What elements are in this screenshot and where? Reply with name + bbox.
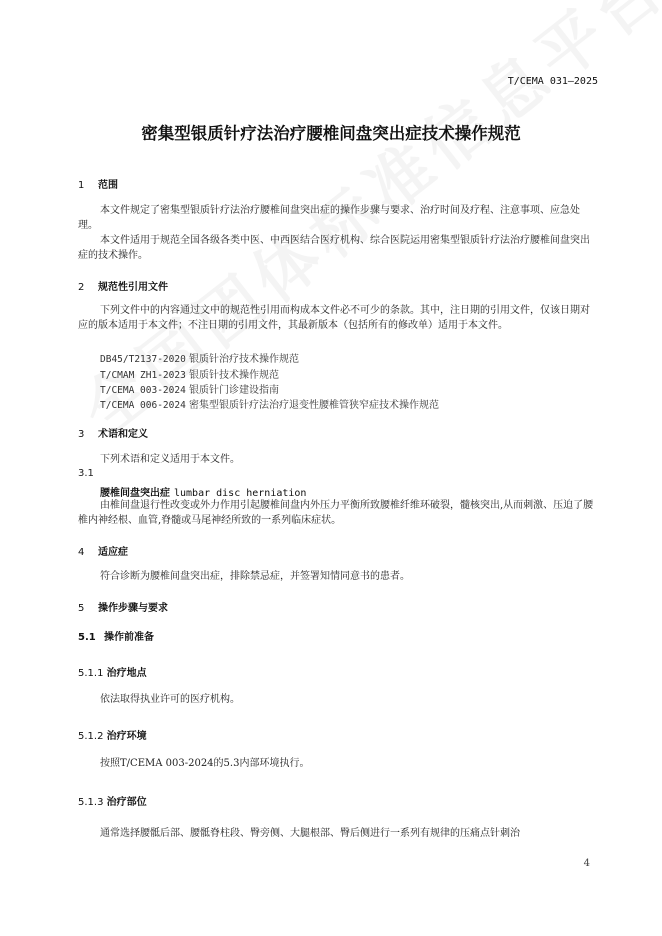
term-number: 3.1 [78, 468, 94, 479]
reference-item [100, 366, 279, 381]
reference-name: 银质针门诊建设指南 [188, 385, 279, 396]
section-title: 操作步骤与要求 [98, 603, 168, 614]
paragraph: 符合诊断为腰椎间盘突出症，排除禁忌症，并签署知情同意书的患者。 [100, 571, 410, 582]
subsection-heading-5-1-3 [78, 793, 147, 808]
reference-item [100, 396, 439, 411]
paragraph: 按照T/CEMA 003-2024的5.3内部环境执行。 [100, 758, 310, 769]
section-title: 适应症 [98, 547, 128, 558]
section-title: 规范性引用文件 [98, 282, 168, 293]
section-number: 4 [78, 547, 85, 558]
term-en: lumbar disc herniation [174, 488, 307, 499]
page-number: 4 [583, 858, 590, 869]
section-number: 5.1.1 [78, 668, 104, 679]
subsection-heading-5-1-1 [78, 664, 147, 679]
section-number: 2 [78, 282, 85, 293]
reference-code: T/CEMA 006-2024 [100, 400, 186, 411]
reference-name: 银质针治疗技术操作规范 [188, 354, 299, 365]
reference-item [100, 381, 279, 396]
reference-item [100, 350, 299, 365]
section-heading-5 [78, 599, 168, 614]
section-number: 5.1.3 [78, 797, 104, 808]
section-heading-4 [78, 543, 128, 558]
section-number: 5 [78, 603, 85, 614]
page-title: 密集型银质针疗法治疗腰椎间盘突出症技术操作规范 [141, 124, 521, 143]
reference-name: 密集型银质针疗法治疗退变性腰椎管狭窄症技术操作规范 [188, 400, 439, 411]
section-number: 1 [78, 180, 85, 191]
paragraph: 本文件适用于规范全国各级各类中医、中西医结合医疗机构、综合医院运用密集型银质针疗法治疗腰椎间盘突出症的技术操作。 [78, 235, 590, 261]
section-number: 3 [78, 429, 85, 440]
section-heading-1 [78, 176, 118, 191]
section-heading-2 [78, 278, 168, 293]
section-title: 治疗环境 [106, 731, 147, 742]
paragraph: 下列术语和定义适用于本文件。 [100, 454, 240, 465]
reference-code: T/CEMA 003-2024 [100, 385, 186, 396]
document-code: T/CEMA 031—2025 [507, 76, 598, 87]
paragraph: 下列文件中的内容通过文中的规范性引用而构成本文件必不可少的条款。其中，注日期的引用文件，仅该日期对应的版本适用于本文件；不注日期的引用文件，其最新版本（包括所有的修改单）适用于本文件。 [78, 305, 590, 331]
term-cn: 腰椎间盘突出症 [100, 488, 170, 499]
section-title: 术语和定义 [98, 429, 148, 440]
subsection-heading-5-1-2 [78, 727, 147, 742]
reference-name: 银质针技术操作规范 [188, 370, 279, 381]
paragraph: 通常选择腰骶后部、腰骶脊柱段、臀旁侧、大腿根部、臀后侧进行一系列有规律的压痛点针刺治 [100, 828, 520, 839]
section-title: 治疗地点 [106, 668, 147, 679]
term-definition: 由椎间盘退行性改变或外力作用引起腰椎间盘内外压力平衡所致腰椎纤维环破裂，髓核突出,从而刺激、压迫了腰椎内神经根、血管,脊髓或马尾神经所致的一系列临床症状。 [78, 500, 594, 526]
section-number: 5.1.2 [78, 731, 104, 742]
section-title: 操作前准备 [104, 632, 154, 643]
reference-code: DB45/T2137-2020 [100, 354, 186, 365]
section-title: 范围 [98, 180, 118, 191]
section-number: 5.1 [78, 632, 96, 643]
paragraph: 本文件规定了密集型银质针疗法治疗腰椎间盘突出症的操作步骤与要求、治疗时间及疗程、注意事项、应急处理。 [78, 205, 580, 231]
section-title: 治疗部位 [106, 797, 147, 808]
term-heading [100, 484, 306, 499]
paragraph: 依法取得执业许可的医疗机构。 [100, 694, 240, 705]
reference-code: T/CMAM ZH1-2023 [100, 370, 186, 381]
subsection-heading-5-1 [78, 628, 154, 643]
section-heading-3 [78, 425, 148, 440]
